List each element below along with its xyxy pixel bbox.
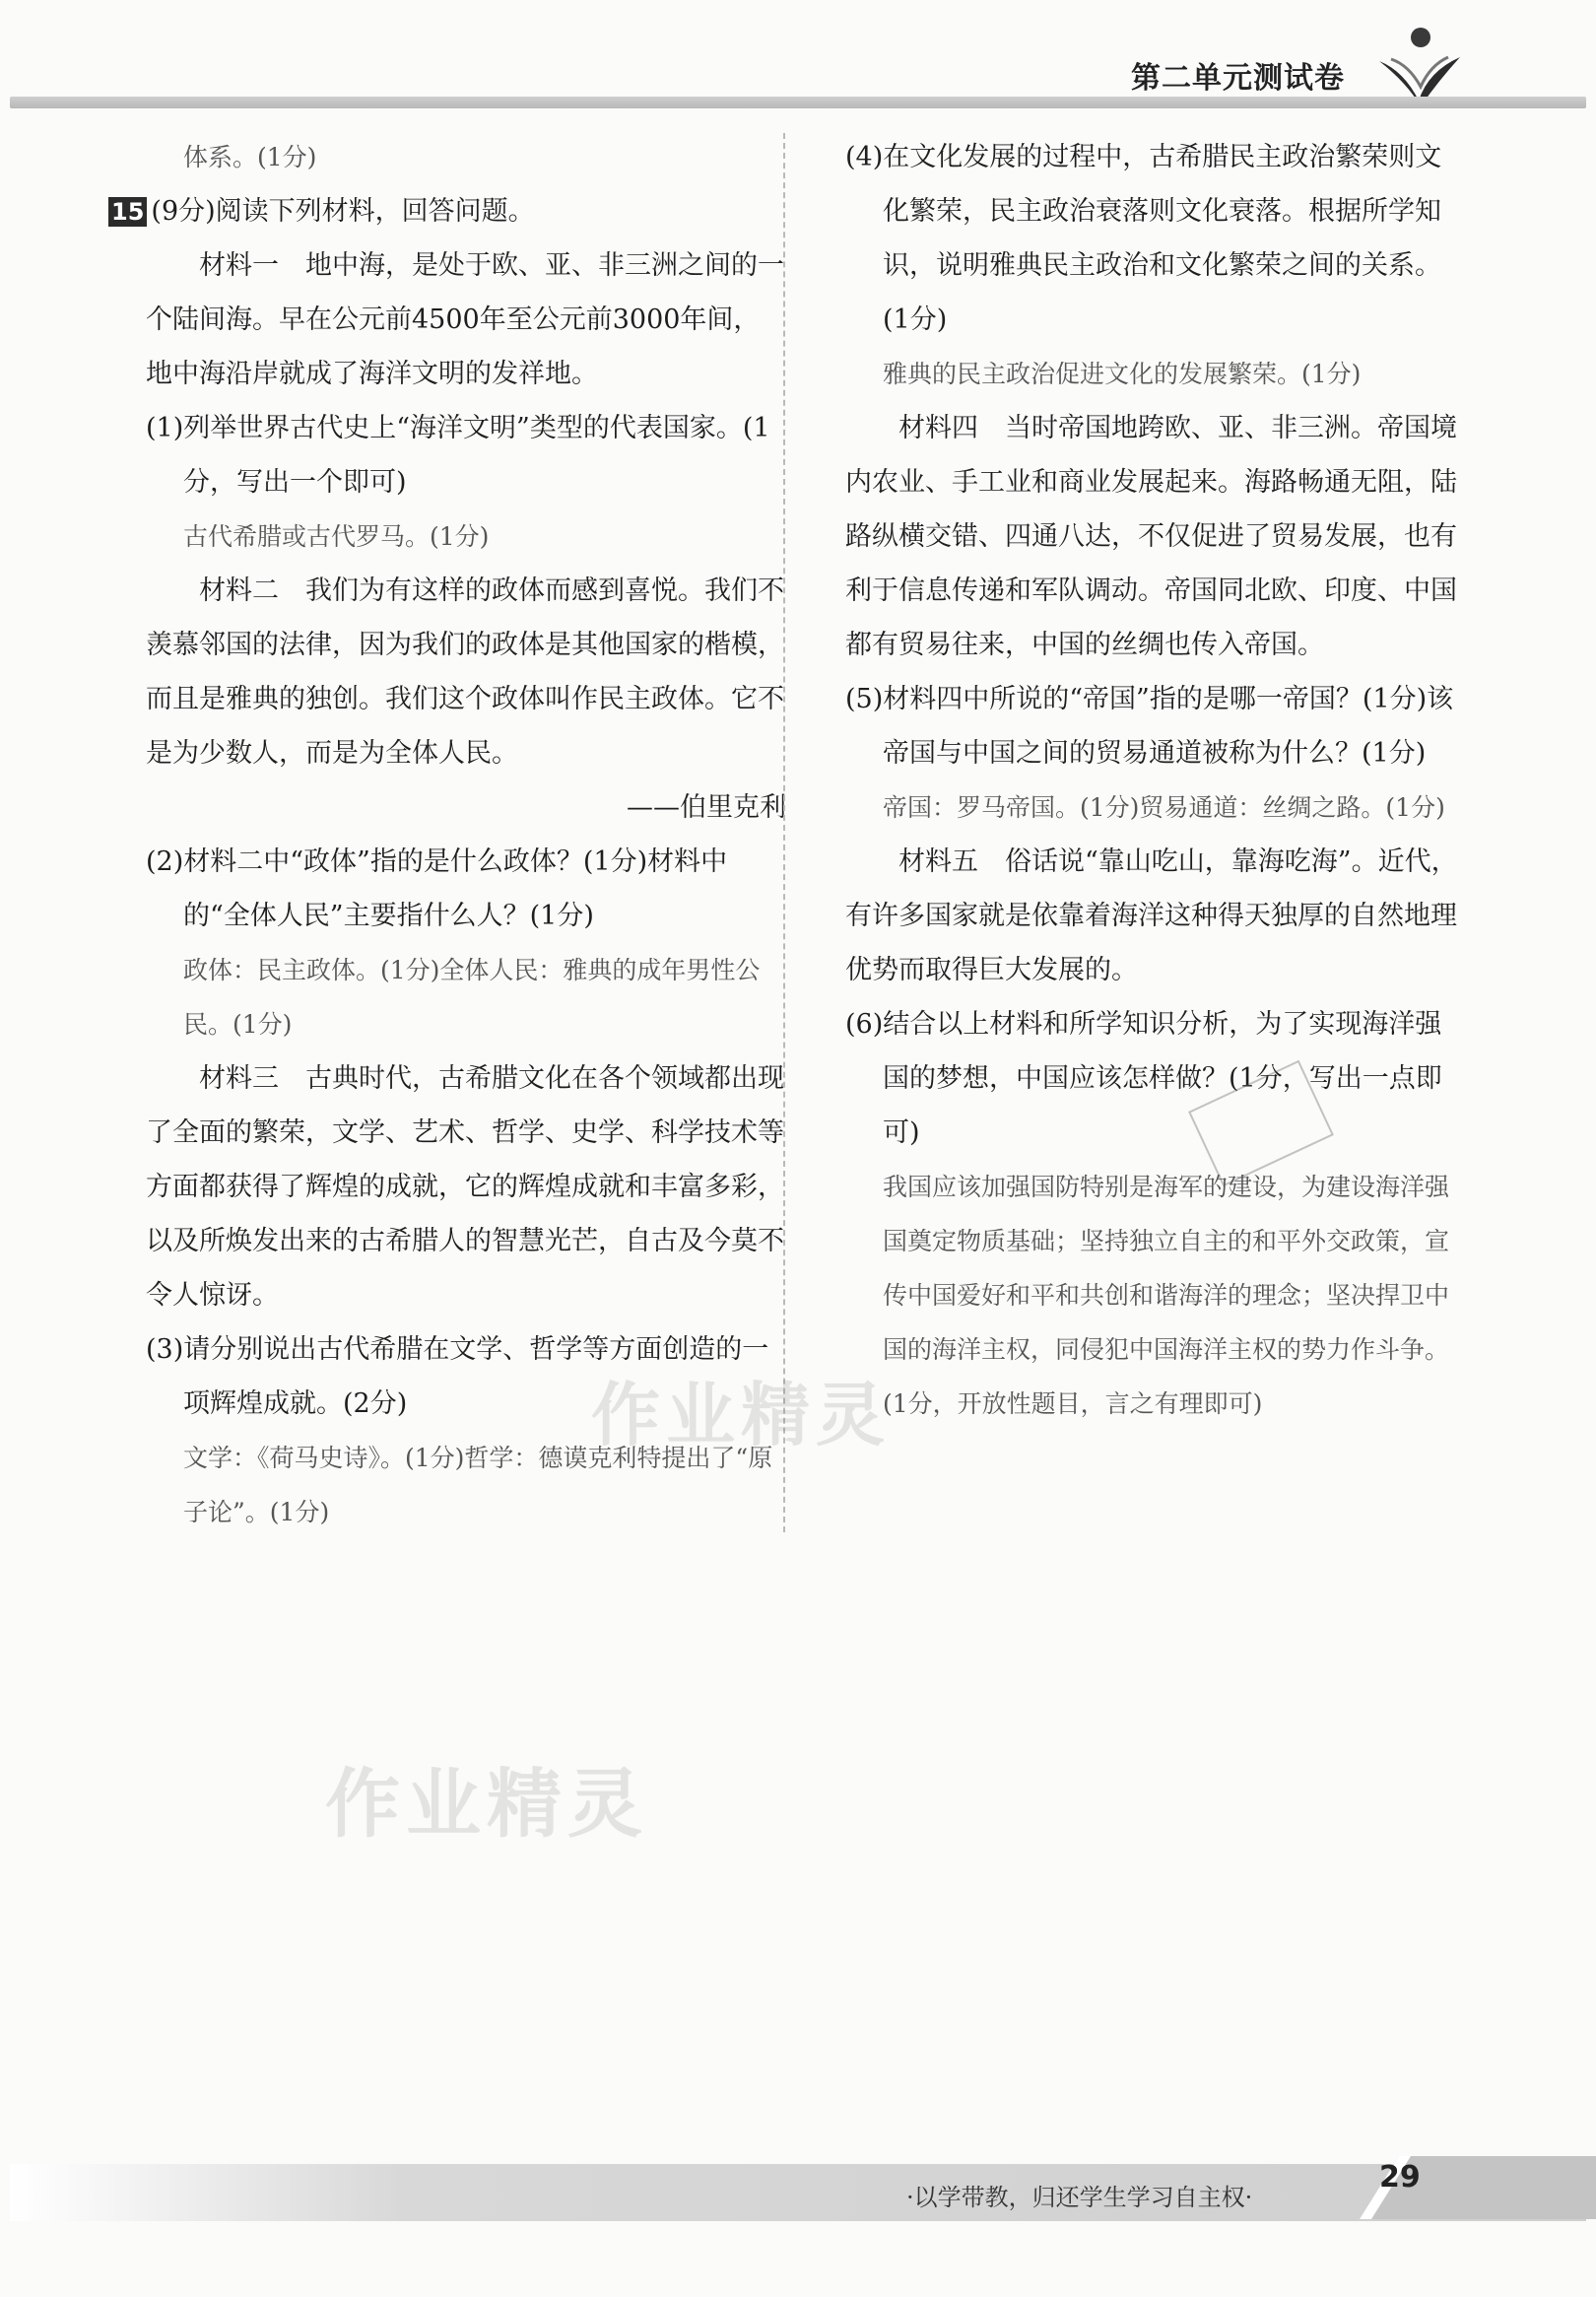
question-number-badge: 15: [108, 197, 147, 227]
prev-answer: 体系。(1分): [183, 143, 317, 171]
question-1: (1)列举世界古代史上“海洋文明”类型的代表国家。(1分，写出一个即可): [146, 413, 770, 498]
page-header: [0, 0, 1596, 110]
question-5: (5)材料四中所说的“帝国”指的是哪一帝国？(1分)该帝国与中国之间的贸易通道被称为什么？(1分): [845, 684, 1454, 769]
answer-2: 政体：民主政体。(1分)全体人民：雅典的成年男性公民。(1分): [183, 956, 761, 1039]
answer-1: 古代希腊或古代罗马。(1分): [183, 522, 490, 551]
watermark-lower: 作业精灵: [325, 1760, 648, 1848]
page-number: 29: [1379, 2160, 1421, 2195]
answer-4: 雅典的民主政治促进文化的发展繁荣。(1分): [883, 360, 1362, 388]
material-2: 材料二 我们为有这样的政体而感到喜悦。我们不羡慕邻国的法律，因为我们的政体是其他国家的楷模，而且是雅典的独创。我们这个政体叫作民主政体。它不是为少数人，而是为全体人民。: [146, 575, 784, 769]
answer-6: 我国应该加强国防特别是海军的建设，为建设海洋强国奠定物质基础；坚持独立自主的和平外交政策，宣传中国爱好和平和共创和谐海洋的理念；坚决捍卫中国的海洋主权，同侵犯中国海洋主权的势力作斗争。(1分，开放性题目，言之有理即可): [883, 1173, 1450, 1418]
material-5: 材料五 俗话说“靠山吃山，靠海吃海”。近代，有许多国家就是依靠着海洋这种得天独厚的自然地理优势而取得巨大发展的。: [845, 846, 1458, 985]
footer-band: [10, 2164, 1586, 2221]
question-6: (6)结合以上材料和所学知识分析，为了实现海洋强国的梦想，中国应该怎样做？(1分，写出一点即可): [845, 1009, 1442, 1148]
question-15-heading: [111, 184, 786, 238]
question-15-instruction: (9分)阅读下列材料，回答问题。: [151, 196, 535, 227]
answer-5: 帝国：罗马帝国。(1分)贸易通道：丝绸之路。(1分): [883, 793, 1445, 822]
watermark-upper: 作业精灵: [591, 1375, 891, 1455]
header-title: 第二单元测试卷: [1131, 61, 1345, 96]
material-2-source: ——伯里克利: [627, 792, 786, 823]
material-4: 材料四 当时帝国地跨欧、亚、非三洲。帝国境内农业、手工业和商业发展起来。海路畅通无阻，陆路纵横交错、四通八达，不仅促进了贸易发展，也有利于信息传递和军队调动。帝国同北欧、印度、中国都有贸易往来，中国的丝绸也传入帝国。: [845, 413, 1457, 660]
material-3: 材料三 古典时代，古希腊文化在各个领域都出现了全面的繁荣，文学、艺术、哲学、史学、科学技术等方面都获得了辉煌的成就，它的辉煌成就和丰富多彩，以及所焕发出来的古希腊人的智慧光芒，自古及今莫不令人惊讶。: [146, 1063, 784, 1311]
header-rule: [10, 97, 1586, 108]
right-column: [845, 130, 1464, 1431]
left-column: [111, 130, 786, 1539]
footer-slogan: ·以学带教，归还学生学习自主权·: [906, 2184, 1253, 2211]
column-divider: [783, 133, 785, 1532]
question-4: (4)在文化发展的过程中，古希腊民主政治繁荣则文化繁荣，民主政治衰落则文化衰落。根据所学知识，说明雅典民主政治和文化繁荣之间的关系。(1分): [845, 142, 1442, 335]
question-3: (3)请分别说出古代希腊在文学、哲学等方面创造的一项辉煌成就。(2分): [146, 1334, 769, 1419]
answer-3: 文学：《荷马史诗》。(1分)哲学：德谟克利特提出了“原子论”。(1分): [183, 1444, 773, 1526]
material-1: 材料一 地中海，是处于欧、亚、非三洲之间的一个陆间海。早在公元前4500年至公元前3000年间，地中海沿岸就成了海洋文明的发祥地。: [146, 250, 784, 389]
question-2: (2)材料二中“政体”指的是什么政体？(1分)材料中的“全体人民”主要指什么人？(1分): [146, 846, 728, 931]
